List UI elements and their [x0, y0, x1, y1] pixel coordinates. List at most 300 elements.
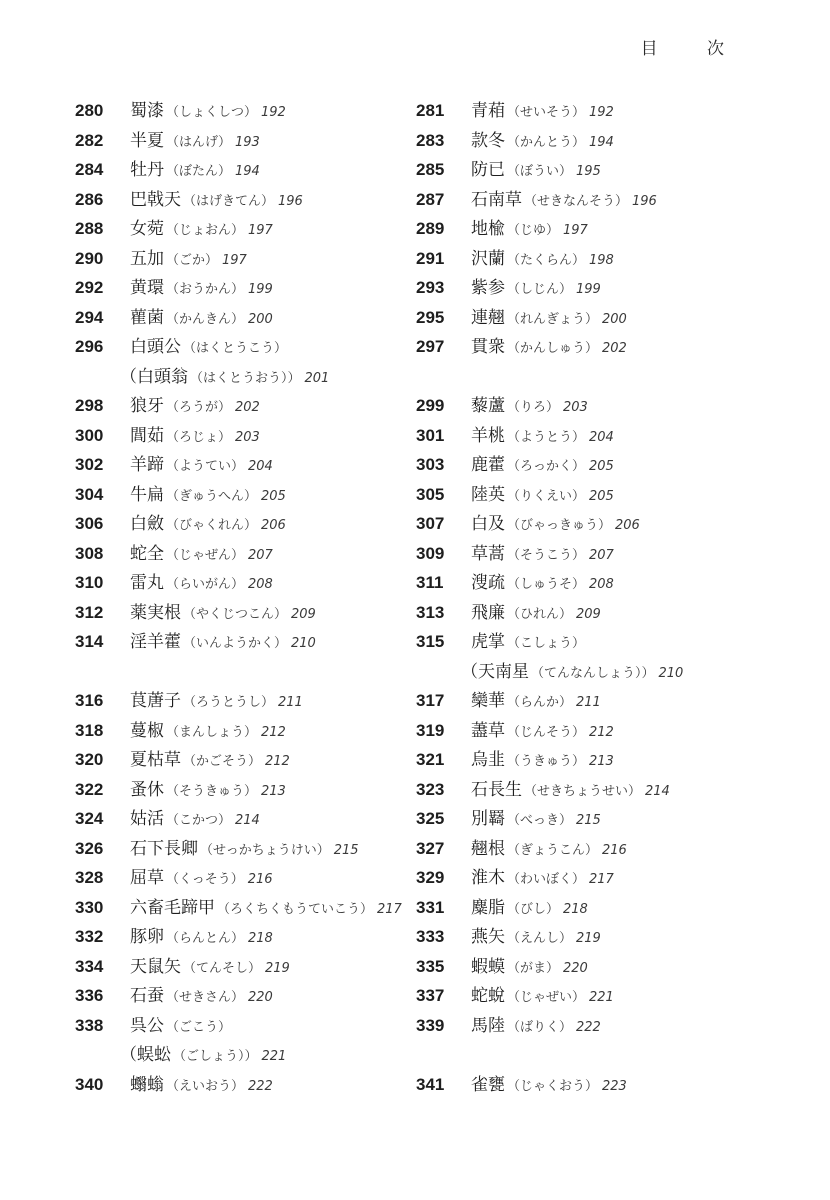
toc-entry [75, 686, 420, 716]
entry-number: 307 [416, 514, 445, 533]
entry-name: 石蚕 [130, 986, 164, 1006]
entry-page: 211 [576, 695, 601, 710]
entry-reading: （こかつ） [166, 813, 232, 828]
entry-reading: （てんなんしょう）） [531, 665, 655, 681]
entry-number: 331 [416, 897, 445, 917]
entry-page: 207 [589, 547, 614, 563]
entry-name: 貫衆 [471, 337, 505, 357]
entry-reading: （うきゅう） [507, 754, 586, 769]
entry-reading: （しょくしつ） [166, 105, 258, 120]
entry-name: 半夏 [130, 130, 164, 151]
entry-page: 219 [576, 931, 601, 946]
entry-reading: （はげきてん） [183, 193, 275, 209]
entry-page: 202 [235, 400, 260, 415]
entry-name: 款冬 [471, 130, 505, 151]
entry-reading: （せきちょうせい） [524, 783, 642, 799]
entry-number: 341 [416, 1074, 445, 1094]
entry-page: 214 [645, 783, 670, 799]
entry-reading: （じゆ） [507, 223, 560, 238]
toc-entry [416, 155, 761, 185]
entry-number: 333 [416, 927, 445, 946]
entry-reading: （しゅうそ） [507, 577, 586, 592]
entry-page: 204 [589, 429, 614, 445]
entry-name: 蔓椒 [130, 720, 164, 741]
entry-number: 300 [75, 425, 104, 445]
entry-reading: （こしょう） [507, 636, 586, 651]
entry-page: 206 [615, 518, 640, 533]
entry-page: 197 [563, 223, 588, 238]
entry-reading: （ごしょう）） [173, 1049, 258, 1064]
entry-reading: （くっそう） [166, 872, 244, 887]
entry-name: 陸英 [471, 484, 505, 505]
toc-entry [75, 716, 420, 746]
entry-reading: （はくとうおう）） [190, 370, 301, 386]
entry-page: 199 [576, 282, 601, 297]
toc-entry [75, 627, 420, 657]
entry-reading: （じゃくおう） [507, 1078, 599, 1094]
entry-page: 195 [576, 164, 601, 179]
entry-reading: （ろうとうし） [183, 695, 275, 710]
entry-number: 291 [416, 248, 445, 268]
entry-number: 334 [75, 956, 104, 976]
entry-number: 282 [75, 130, 104, 150]
entry-number: 326 [75, 838, 104, 858]
entry-name: 白及 [471, 514, 505, 534]
toc-entry [75, 362, 420, 392]
entry-name: 天鼠矢 [130, 956, 181, 977]
entry-reading: （がま） [507, 960, 560, 976]
toc-entry [75, 303, 420, 333]
toc-entry [416, 804, 761, 834]
entry-page: 206 [261, 518, 286, 533]
entry-number: 323 [416, 779, 445, 799]
entry-name: 麋脂 [471, 897, 505, 918]
entry-page: 213 [589, 754, 614, 769]
entry-name: 紫参 [471, 278, 505, 298]
toc-entry [416, 303, 761, 333]
toc-entry [416, 185, 761, 215]
toc-entry [416, 509, 761, 539]
toc-entry [416, 539, 761, 569]
toc-entry [75, 834, 420, 864]
entry-name: 蛇蛻 [471, 986, 505, 1006]
entry-number: 313 [416, 602, 445, 622]
entry-name: 茛蓎子 [130, 691, 181, 711]
entry-number: 309 [416, 543, 445, 563]
entry-page: 202 [602, 341, 627, 356]
entry-number: 330 [75, 897, 104, 917]
entry-number: 285 [416, 160, 445, 179]
entry-page: 200 [602, 311, 627, 327]
entry-name: 馬陸 [471, 1015, 505, 1036]
entry-number: 325 [416, 809, 445, 828]
entry-number: 280 [75, 101, 104, 120]
toc-entry [416, 686, 761, 716]
toc-entry [75, 893, 420, 923]
entry-reading: （せいそう） [507, 105, 586, 120]
entry-number: 304 [75, 484, 104, 504]
entry-number: 295 [416, 307, 445, 327]
toc-entry [416, 952, 761, 982]
entry-number: 324 [75, 809, 104, 828]
toc-entry [75, 863, 420, 893]
entry-name: 連翹 [471, 307, 505, 328]
entry-number: 289 [416, 219, 445, 238]
entry-name: 六畜毛蹄甲 [130, 897, 215, 918]
entry-number: 335 [416, 956, 445, 976]
entry-number: 311 [416, 573, 444, 592]
entry-reading: （ひれん） [507, 606, 573, 622]
entry-number: 312 [75, 602, 104, 622]
toc-entry [75, 155, 420, 185]
entry-reading: （やくじつこん） [183, 606, 288, 622]
entry-page: 196 [632, 193, 657, 209]
entry-number: 288 [75, 219, 104, 238]
entry-page: 215 [576, 813, 601, 828]
entry-number: 287 [416, 189, 445, 209]
blank-line [75, 657, 420, 687]
entry-name: 白頭公 [130, 337, 181, 357]
toc-entry [416, 568, 761, 598]
entry-name: 藎草 [471, 720, 505, 741]
toc-entry [75, 598, 420, 628]
entry-page: 194 [589, 134, 614, 150]
entry-name: （蜈蚣 [120, 1045, 171, 1065]
entry-page: 196 [278, 193, 303, 209]
entry-reading: （ぼうい） [507, 164, 573, 179]
entry-name: 豚卵 [130, 927, 164, 947]
blank-line [416, 362, 761, 392]
entry-number: 315 [416, 632, 445, 651]
entry-page: 212 [589, 724, 614, 740]
entry-number: 337 [416, 986, 445, 1005]
toc-entry [75, 391, 420, 421]
entry-number: 284 [75, 160, 104, 179]
toc-entry [75, 273, 420, 303]
entry-page: 217 [589, 872, 614, 887]
entry-number: 305 [416, 484, 445, 504]
entry-page: 209 [291, 606, 316, 622]
entry-name: 石下長卿 [130, 838, 198, 859]
toc-entry [416, 1011, 761, 1041]
entry-name: （白頭翁 [120, 366, 188, 387]
entry-reading: （せっかちょうけい） [200, 842, 330, 858]
entry-number: 308 [75, 543, 104, 563]
toc-entry [75, 185, 420, 215]
entry-reading: （はくとうこう） [183, 341, 288, 356]
entry-page: 216 [602, 842, 627, 858]
entry-reading: （ろうが） [166, 400, 232, 415]
entry-reading: （じんそう） [507, 724, 586, 740]
entry-page: 198 [589, 252, 614, 268]
entry-number: 339 [416, 1015, 445, 1035]
toc-entry [416, 627, 761, 657]
entry-number: 296 [75, 337, 104, 356]
entry-name: 烏韭 [471, 750, 505, 770]
entry-reading: （ようとう） [507, 429, 586, 445]
entry-name: 別羇 [471, 809, 505, 829]
entry-name: 蛇全 [130, 543, 164, 564]
entry-page: 212 [265, 754, 290, 769]
entry-page: 203 [563, 400, 588, 415]
entry-page: 194 [235, 164, 260, 179]
entry-name: 雚菌 [130, 307, 164, 328]
entry-name: 蠮螉 [130, 1074, 164, 1095]
entry-number: 327 [416, 838, 445, 858]
entry-name: 夏枯草 [130, 750, 181, 770]
entry-name: 牛扁 [130, 484, 164, 505]
entry-page: 192 [261, 105, 286, 120]
entry-name: 石長生 [471, 779, 522, 800]
entry-reading: （れんぎょう） [507, 311, 599, 327]
toc-entry [416, 126, 761, 156]
entry-name: 青葙 [471, 101, 505, 121]
blank-line [416, 1040, 761, 1070]
entry-page: 215 [333, 842, 359, 858]
entry-number: 299 [416, 396, 445, 415]
toc-entry [416, 244, 761, 274]
entry-name: 巴戟天 [130, 189, 181, 210]
entry-name: 狼牙 [130, 396, 164, 416]
entry-number: 329 [416, 868, 445, 887]
toc-entry [75, 981, 420, 1011]
toc-entry [416, 96, 761, 126]
entry-page: 205 [589, 488, 614, 504]
toc-entry [75, 244, 420, 274]
entry-reading: （そうきゅう） [166, 783, 258, 799]
entry-name: 蜀漆 [130, 101, 164, 121]
entry-number: 332 [75, 927, 104, 946]
toc-entry [75, 922, 420, 952]
entry-name: 姑活 [130, 809, 164, 829]
entry-name: 鹿藿 [471, 455, 505, 475]
entry-name: 雷丸 [130, 573, 164, 593]
entry-number: 302 [75, 455, 104, 474]
entry-name: 沢蘭 [471, 248, 505, 269]
entry-reading: （しじん） [507, 282, 573, 297]
entry-name: 溲疏 [471, 573, 505, 593]
entry-page: 221 [261, 1049, 287, 1064]
entry-number: 293 [416, 278, 445, 297]
page-header-title: 目 次 [640, 39, 746, 59]
entry-number: 298 [75, 396, 104, 415]
entry-name: 羊桃 [471, 425, 505, 446]
entry-reading: （かんとう） [507, 134, 586, 150]
entry-page: 213 [261, 783, 286, 799]
entry-number: 310 [75, 573, 104, 592]
entry-page: 211 [278, 695, 303, 710]
entry-reading: （らんとん） [166, 931, 245, 946]
entry-reading: （ろくちくもうていこう） [217, 901, 374, 917]
toc-entry [75, 804, 420, 834]
entry-name: 翹根 [471, 838, 505, 859]
entry-name: 燕矢 [471, 927, 505, 947]
entry-name: 五加 [130, 248, 164, 269]
toc-entry [75, 952, 420, 982]
entry-name: 石南草 [471, 189, 522, 210]
entry-name: 飛廉 [471, 602, 505, 623]
toc-entry [416, 1070, 761, 1100]
entry-reading: （てんそし） [183, 960, 262, 976]
entry-name: 白斂 [130, 514, 164, 534]
toc-entry [416, 981, 761, 1011]
toc-entry [416, 480, 761, 510]
toc-entry [75, 421, 420, 451]
entry-reading: （ごか） [166, 252, 219, 268]
entry-reading: （りろ） [507, 400, 560, 415]
entry-page: 208 [589, 577, 614, 592]
entry-name: 地楡 [471, 219, 505, 239]
entry-page: 205 [261, 488, 286, 504]
toc-entry [75, 745, 420, 775]
entry-page: 192 [589, 105, 614, 120]
entry-number: 301 [416, 425, 445, 445]
entry-page: 221 [589, 990, 614, 1005]
toc-entry [75, 1040, 420, 1070]
entry-page: 208 [248, 577, 273, 592]
entry-number: 320 [75, 750, 104, 769]
toc-entry [416, 657, 761, 687]
toc-entry [416, 745, 761, 775]
entry-reading: （らいがん） [166, 577, 245, 592]
entry-number: 294 [75, 307, 104, 327]
toc-entry [416, 716, 761, 746]
entry-reading: （ようてい） [166, 459, 245, 474]
toc-entry [416, 863, 761, 893]
entry-reading: （じょおん） [166, 223, 245, 238]
entry-name: 蝦蟆 [471, 956, 505, 977]
entry-reading: （せきなんそう） [524, 193, 629, 209]
entry-page: 204 [248, 459, 273, 474]
entry-number: 338 [75, 1015, 104, 1035]
entry-reading: （ぎゅうへん） [166, 488, 258, 504]
entry-reading: （ばりく） [507, 1019, 573, 1035]
entry-reading: （ろっかく） [507, 459, 586, 474]
toc-entry [416, 332, 761, 362]
entry-reading: （えんし） [507, 931, 573, 946]
entry-reading: （びし） [507, 901, 560, 917]
entry-page: 197 [248, 223, 273, 238]
entry-reading: （はんげ） [166, 134, 232, 150]
entry-number: 317 [416, 691, 445, 710]
entry-number: 321 [416, 750, 445, 769]
entry-number: 319 [416, 720, 445, 740]
toc-entry [75, 509, 420, 539]
entry-number: 322 [75, 779, 104, 799]
entry-name: 閭茹 [130, 425, 164, 446]
toc-entry [416, 450, 761, 480]
toc-entry [416, 214, 761, 244]
entry-page: 223 [602, 1078, 627, 1094]
entry-name: 蚤休 [130, 779, 164, 800]
entry-reading: （そうこう） [507, 547, 586, 563]
toc-entry [416, 421, 761, 451]
entry-reading: （ぼたん） [166, 164, 232, 179]
toc-entry [75, 126, 420, 156]
entry-number: 290 [75, 248, 104, 268]
entry-reading: （ごこう） [166, 1019, 232, 1035]
entry-page: 222 [576, 1019, 601, 1035]
toc-entry [75, 539, 420, 569]
entry-page: 210 [658, 665, 684, 681]
entry-page: 209 [576, 606, 601, 622]
entry-name: 藜蘆 [471, 396, 505, 416]
entry-number: 318 [75, 720, 104, 740]
toc-entry [416, 775, 761, 805]
entry-reading: （せきさん） [166, 990, 245, 1005]
entry-page: 200 [248, 311, 273, 327]
entry-reading: （かんきん） [166, 311, 245, 327]
toc-entry [416, 391, 761, 421]
entry-name: 雀甕 [471, 1074, 505, 1095]
toc-entry [416, 922, 761, 952]
toc-column-right [416, 96, 761, 1099]
entry-number: 286 [75, 189, 104, 209]
toc-entry [416, 598, 761, 628]
entry-reading: （びゃくれん） [166, 518, 258, 533]
entry-name: 欒華 [471, 691, 505, 711]
entry-page: 222 [248, 1078, 273, 1094]
entry-page: 218 [248, 931, 273, 946]
toc-entry [75, 332, 420, 362]
entry-number: 303 [416, 455, 445, 474]
entry-page: 197 [222, 252, 247, 268]
entry-reading: （わいぼく） [507, 872, 586, 887]
toc-entry [75, 450, 420, 480]
entry-page: 199 [248, 282, 273, 297]
entry-name: 羊蹄 [130, 455, 164, 475]
entry-reading: （たくらん） [507, 252, 586, 268]
entry-reading: （かごそう） [183, 754, 262, 769]
entry-name: 牡丹 [130, 160, 164, 180]
entry-reading: （べっき） [507, 813, 573, 828]
entry-name: 黄環 [130, 278, 164, 298]
entry-name: 防已 [471, 160, 505, 180]
entry-name: 屈草 [130, 868, 164, 888]
entry-name: 淫羊藿 [130, 632, 181, 652]
toc-entry [75, 96, 420, 126]
entry-number: 316 [75, 691, 104, 710]
entry-page: 205 [589, 459, 614, 474]
entry-reading: （びゃっきゅう） [507, 518, 612, 533]
entry-name: 淮木 [471, 868, 505, 888]
entry-page: 210 [291, 636, 316, 651]
entry-page: 193 [235, 134, 260, 150]
toc-entry [75, 1070, 420, 1100]
entry-reading: （らんか） [507, 695, 573, 710]
entry-reading: （ぎょうこん） [507, 842, 599, 858]
toc-entry [416, 893, 761, 923]
entry-reading: （りくえい） [507, 488, 586, 504]
entry-number: 340 [75, 1074, 104, 1094]
entry-page: 220 [248, 990, 273, 1005]
entry-name: （天南星 [461, 661, 529, 682]
entry-number: 306 [75, 514, 104, 533]
entry-number: 297 [416, 337, 445, 356]
entry-number: 283 [416, 130, 445, 150]
entry-number: 336 [75, 986, 104, 1005]
entry-reading: （いんようかく） [183, 636, 288, 651]
entry-reading: （ろじょ） [166, 429, 232, 445]
entry-page: 212 [261, 724, 286, 740]
entry-page: 216 [247, 872, 273, 887]
entry-reading: （えいおう） [166, 1078, 245, 1094]
entry-name: 女菀 [130, 219, 164, 239]
entry-reading: （まんしょう） [166, 724, 258, 740]
toc-entry [75, 480, 420, 510]
entry-page: 218 [563, 901, 588, 917]
entry-name: 薬実根 [130, 602, 181, 623]
